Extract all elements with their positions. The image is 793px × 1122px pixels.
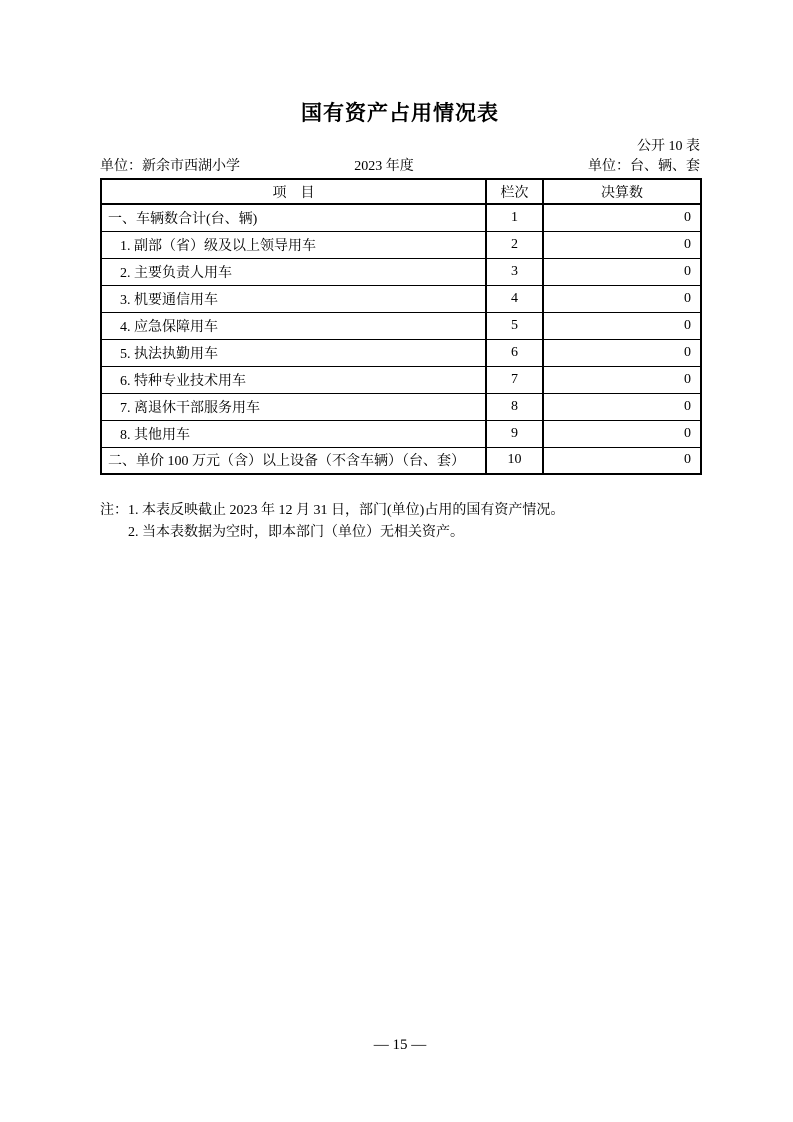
table-row: [101, 447, 701, 474]
table-row: [101, 339, 701, 366]
table-row: [101, 231, 701, 258]
row-label: 8. 其他用车: [101, 420, 486, 447]
row-column-no: 4: [486, 285, 543, 312]
row-label: 7. 离退休干部服务用车: [101, 393, 486, 420]
table-row: [101, 312, 701, 339]
row-label: 5. 执法执勤用车: [101, 339, 486, 366]
row-value: 0: [543, 312, 701, 339]
page-content: [100, 0, 700, 1122]
row-value: 0: [543, 204, 701, 231]
row-value: 0: [543, 231, 701, 258]
row-column-no: 9: [486, 420, 543, 447]
row-column-no: 6: [486, 339, 543, 366]
row-label: 二、单价 100 万元（含）以上设备（不含车辆）（台、套）: [101, 447, 486, 474]
table-row: [101, 366, 701, 393]
page-number: — 15 —: [373, 1037, 427, 1053]
row-label: 一、车辆数合计(台、辆): [101, 204, 486, 231]
page-title: 国有资产占用情况表: [301, 101, 499, 125]
table-row: [101, 285, 701, 312]
unit-name: 单位：新余市西湖小学: [100, 159, 240, 174]
header-item: 项 目: [101, 179, 486, 204]
table-header-row: [101, 179, 701, 204]
row-value: 0: [543, 447, 701, 474]
footnote-2: 2. 当本表数据为空时，即本部门（单位）无相关资产。: [128, 525, 464, 540]
row-column-no: 7: [486, 366, 543, 393]
footnotes: [100, 500, 700, 544]
table-row: [101, 393, 701, 420]
header-final-amount: 决算数: [543, 179, 701, 204]
form-number: 公开 10 表: [637, 139, 700, 154]
row-column-no: 2: [486, 231, 543, 258]
row-value: 0: [543, 393, 701, 420]
row-column-no: 5: [486, 312, 543, 339]
row-label: 3. 机要通信用车: [101, 285, 486, 312]
row-label: 1. 副部（省）级及以上领导用车: [101, 231, 486, 258]
row-value: 0: [543, 366, 701, 393]
row-label: 2. 主要负责人用车: [101, 258, 486, 285]
row-label: 6. 特种专业技术用车: [101, 366, 486, 393]
table-info-row: [100, 158, 700, 175]
row-value: 0: [543, 285, 701, 312]
measure-unit: 单位：台、辆、套: [588, 159, 700, 174]
footnote-1: 注：1. 本表反映截止 2023 年 12 月 31 日，部门(单位)占用的国有资产情况。: [100, 503, 565, 518]
row-value: 0: [543, 339, 701, 366]
header-column-no: 栏次: [486, 179, 543, 204]
table-row: [101, 204, 701, 231]
row-column-no: 3: [486, 258, 543, 285]
row-column-no: 8: [486, 393, 543, 420]
assets-table: [100, 178, 702, 475]
row-column-no: 1: [486, 204, 543, 231]
row-value: 0: [543, 420, 701, 447]
row-column-no: 10: [486, 447, 543, 474]
table-row: [101, 258, 701, 285]
row-label: 4. 应急保障用车: [101, 312, 486, 339]
fiscal-year: 2023 年度: [354, 159, 414, 174]
row-value: 0: [543, 258, 701, 285]
table-row: [101, 420, 701, 447]
